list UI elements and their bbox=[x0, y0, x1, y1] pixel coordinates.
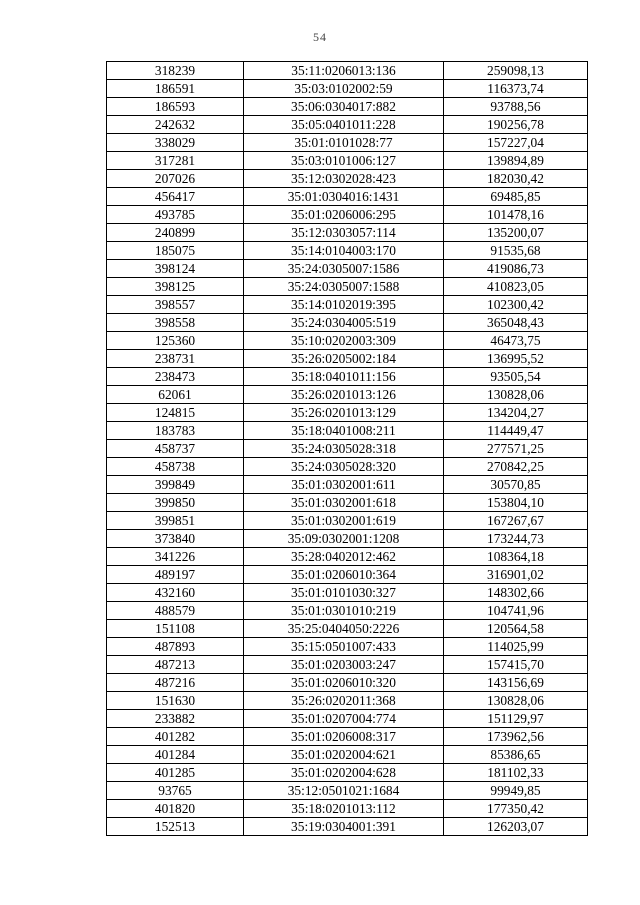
value-cell: 93788,56 bbox=[444, 98, 588, 116]
table-row bbox=[107, 278, 588, 296]
value-cell: 151129,97 bbox=[444, 710, 588, 728]
value-cell: 316901,02 bbox=[444, 566, 588, 584]
cadastral-number-cell: 35:01:0101030:327 bbox=[244, 584, 444, 602]
cadastral-number-cell: 35:15:0501007:433 bbox=[244, 638, 444, 656]
cadastral-number-cell: 35:26:0202011:368 bbox=[244, 692, 444, 710]
table-row bbox=[107, 710, 588, 728]
table-row bbox=[107, 422, 588, 440]
table-row bbox=[107, 296, 588, 314]
value-cell: 136995,52 bbox=[444, 350, 588, 368]
value-cell: 116373,74 bbox=[444, 80, 588, 98]
value-cell: 93505,54 bbox=[444, 368, 588, 386]
table-row bbox=[107, 728, 588, 746]
cadastral-number-cell: 35:26:0201013:126 bbox=[244, 386, 444, 404]
value-cell: 167267,67 bbox=[444, 512, 588, 530]
table-row bbox=[107, 800, 588, 818]
cadastral-number-cell: 35:14:0102019:395 bbox=[244, 296, 444, 314]
cadastral-number-cell: 35:10:0202003:309 bbox=[244, 332, 444, 350]
record-id-cell: 152513 bbox=[107, 818, 244, 836]
value-cell: 277571,25 bbox=[444, 440, 588, 458]
record-id-cell: 62061 bbox=[107, 386, 244, 404]
table-row bbox=[107, 548, 588, 566]
record-id-cell: 93765 bbox=[107, 782, 244, 800]
registry-table bbox=[106, 61, 588, 836]
record-id-cell: 318239 bbox=[107, 62, 244, 80]
table-row bbox=[107, 404, 588, 422]
value-cell: 104741,96 bbox=[444, 602, 588, 620]
value-cell: 173962,56 bbox=[444, 728, 588, 746]
cadastral-number-cell: 35:24:0305028:320 bbox=[244, 458, 444, 476]
record-id-cell: 185075 bbox=[107, 242, 244, 260]
cadastral-number-cell: 35:12:0501021:1684 bbox=[244, 782, 444, 800]
table-row bbox=[107, 134, 588, 152]
table-row bbox=[107, 530, 588, 548]
table-row bbox=[107, 80, 588, 98]
value-cell: 114449,47 bbox=[444, 422, 588, 440]
record-id-cell: 151108 bbox=[107, 620, 244, 638]
cadastral-number-cell: 35:06:0304017:882 bbox=[244, 98, 444, 116]
record-id-cell: 401285 bbox=[107, 764, 244, 782]
record-id-cell: 399851 bbox=[107, 512, 244, 530]
cadastral-number-cell: 35:24:0304005:519 bbox=[244, 314, 444, 332]
value-cell: 148302,66 bbox=[444, 584, 588, 602]
cadastral-number-cell: 35:24:0305028:318 bbox=[244, 440, 444, 458]
value-cell: 182030,42 bbox=[444, 170, 588, 188]
cadastral-number-cell: 35:01:0101028:77 bbox=[244, 134, 444, 152]
record-id-cell: 317281 bbox=[107, 152, 244, 170]
record-id-cell: 487216 bbox=[107, 674, 244, 692]
record-id-cell: 238473 bbox=[107, 368, 244, 386]
record-id-cell: 493785 bbox=[107, 206, 244, 224]
record-id-cell: 458737 bbox=[107, 440, 244, 458]
record-id-cell: 458738 bbox=[107, 458, 244, 476]
cadastral-number-cell: 35:01:0206010:320 bbox=[244, 674, 444, 692]
record-id-cell: 398124 bbox=[107, 260, 244, 278]
cadastral-number-cell: 35:01:0206010:364 bbox=[244, 566, 444, 584]
table-row bbox=[107, 584, 588, 602]
value-cell: 85386,65 bbox=[444, 746, 588, 764]
table-row bbox=[107, 152, 588, 170]
table-row bbox=[107, 260, 588, 278]
value-cell: 134204,27 bbox=[444, 404, 588, 422]
cadastral-number-cell: 35:05:0401011:228 bbox=[244, 116, 444, 134]
record-id-cell: 399849 bbox=[107, 476, 244, 494]
table-row bbox=[107, 98, 588, 116]
value-cell: 102300,42 bbox=[444, 296, 588, 314]
cadastral-number-cell: 35:26:0205002:184 bbox=[244, 350, 444, 368]
table-row bbox=[107, 476, 588, 494]
table-row bbox=[107, 566, 588, 584]
value-cell: 46473,75 bbox=[444, 332, 588, 350]
record-id-cell: 183783 bbox=[107, 422, 244, 440]
table-row bbox=[107, 494, 588, 512]
record-id-cell: 401284 bbox=[107, 746, 244, 764]
table-row bbox=[107, 332, 588, 350]
table-row bbox=[107, 512, 588, 530]
value-cell: 259098,13 bbox=[444, 62, 588, 80]
cadastral-number-cell: 35:25:0404050:2226 bbox=[244, 620, 444, 638]
value-cell: 153804,10 bbox=[444, 494, 588, 512]
value-cell: 99949,85 bbox=[444, 782, 588, 800]
cadastral-number-cell: 35:24:0305007:1588 bbox=[244, 278, 444, 296]
value-cell: 157227,04 bbox=[444, 134, 588, 152]
record-id-cell: 401820 bbox=[107, 800, 244, 818]
value-cell: 139894,89 bbox=[444, 152, 588, 170]
record-id-cell: 489197 bbox=[107, 566, 244, 584]
value-cell: 130828,06 bbox=[444, 692, 588, 710]
cadastral-number-cell: 35:01:0203003:247 bbox=[244, 656, 444, 674]
record-id-cell: 238731 bbox=[107, 350, 244, 368]
table-row bbox=[107, 188, 588, 206]
value-cell: 108364,18 bbox=[444, 548, 588, 566]
registry-table-body bbox=[107, 62, 588, 836]
value-cell: 143156,69 bbox=[444, 674, 588, 692]
table-row bbox=[107, 386, 588, 404]
value-cell: 114025,99 bbox=[444, 638, 588, 656]
record-id-cell: 338029 bbox=[107, 134, 244, 152]
table-row bbox=[107, 746, 588, 764]
cadastral-number-cell: 35:19:0304001:391 bbox=[244, 818, 444, 836]
table-row bbox=[107, 62, 588, 80]
record-id-cell: 401282 bbox=[107, 728, 244, 746]
cadastral-number-cell: 35:12:0302028:423 bbox=[244, 170, 444, 188]
table-row bbox=[107, 764, 588, 782]
value-cell: 30570,85 bbox=[444, 476, 588, 494]
cadastral-number-cell: 35:01:0202004:621 bbox=[244, 746, 444, 764]
cadastral-number-cell: 35:01:0206008:317 bbox=[244, 728, 444, 746]
cadastral-number-cell: 35:18:0401008:211 bbox=[244, 422, 444, 440]
record-id-cell: 398558 bbox=[107, 314, 244, 332]
table-row bbox=[107, 242, 588, 260]
value-cell: 181102,33 bbox=[444, 764, 588, 782]
table-row bbox=[107, 656, 588, 674]
value-cell: 365048,43 bbox=[444, 314, 588, 332]
record-id-cell: 125360 bbox=[107, 332, 244, 350]
table-row bbox=[107, 116, 588, 134]
table-row bbox=[107, 368, 588, 386]
record-id-cell: 341226 bbox=[107, 548, 244, 566]
record-id-cell: 398557 bbox=[107, 296, 244, 314]
record-id-cell: 233882 bbox=[107, 710, 244, 728]
table-row bbox=[107, 674, 588, 692]
value-cell: 419086,73 bbox=[444, 260, 588, 278]
record-id-cell: 186593 bbox=[107, 98, 244, 116]
record-id-cell: 124815 bbox=[107, 404, 244, 422]
table-row bbox=[107, 350, 588, 368]
value-cell: 270842,25 bbox=[444, 458, 588, 476]
table-row bbox=[107, 602, 588, 620]
table-row bbox=[107, 458, 588, 476]
cadastral-number-cell: 35:18:0201013:112 bbox=[244, 800, 444, 818]
table-row bbox=[107, 224, 588, 242]
cadastral-number-cell: 35:18:0401011:156 bbox=[244, 368, 444, 386]
value-cell: 173244,73 bbox=[444, 530, 588, 548]
value-cell: 126203,07 bbox=[444, 818, 588, 836]
value-cell: 91535,68 bbox=[444, 242, 588, 260]
value-cell: 101478,16 bbox=[444, 206, 588, 224]
record-id-cell: 399850 bbox=[107, 494, 244, 512]
value-cell: 69485,85 bbox=[444, 188, 588, 206]
value-cell: 135200,07 bbox=[444, 224, 588, 242]
table-row bbox=[107, 782, 588, 800]
record-id-cell: 398125 bbox=[107, 278, 244, 296]
cadastral-number-cell: 35:01:0302001:611 bbox=[244, 476, 444, 494]
table-row bbox=[107, 314, 588, 332]
cadastral-number-cell: 35:01:0206006:295 bbox=[244, 206, 444, 224]
cadastral-number-cell: 35:01:0302001:619 bbox=[244, 512, 444, 530]
cadastral-number-cell: 35:03:0102002:59 bbox=[244, 80, 444, 98]
cadastral-number-cell: 35:01:0202004:628 bbox=[244, 764, 444, 782]
cadastral-number-cell: 35:03:0101006:127 bbox=[244, 152, 444, 170]
value-cell: 177350,42 bbox=[444, 800, 588, 818]
cadastral-number-cell: 35:24:0305007:1586 bbox=[244, 260, 444, 278]
cadastral-number-cell: 35:26:0201013:129 bbox=[244, 404, 444, 422]
cadastral-number-cell: 35:09:0302001:1208 bbox=[244, 530, 444, 548]
record-id-cell: 432160 bbox=[107, 584, 244, 602]
record-id-cell: 488579 bbox=[107, 602, 244, 620]
table-row bbox=[107, 206, 588, 224]
record-id-cell: 487213 bbox=[107, 656, 244, 674]
table-row bbox=[107, 638, 588, 656]
table-row bbox=[107, 170, 588, 188]
table-row bbox=[107, 818, 588, 836]
cadastral-number-cell: 35:28:0402012:462 bbox=[244, 548, 444, 566]
value-cell: 157415,70 bbox=[444, 656, 588, 674]
value-cell: 120564,58 bbox=[444, 620, 588, 638]
cadastral-number-cell: 35:11:0206013:136 bbox=[244, 62, 444, 80]
record-id-cell: 373840 bbox=[107, 530, 244, 548]
record-id-cell: 240899 bbox=[107, 224, 244, 242]
page-number: 54 bbox=[313, 30, 327, 44]
value-cell: 410823,05 bbox=[444, 278, 588, 296]
record-id-cell: 186591 bbox=[107, 80, 244, 98]
cadastral-number-cell: 35:01:0301010:219 bbox=[244, 602, 444, 620]
record-id-cell: 151630 bbox=[107, 692, 244, 710]
cadastral-number-cell: 35:12:0303057:114 bbox=[244, 224, 444, 242]
table-row bbox=[107, 620, 588, 638]
value-cell: 130828,06 bbox=[444, 386, 588, 404]
cadastral-number-cell: 35:14:0104003:170 bbox=[244, 242, 444, 260]
cadastral-number-cell: 35:01:0207004:774 bbox=[244, 710, 444, 728]
cadastral-number-cell: 35:01:0302001:618 bbox=[244, 494, 444, 512]
record-id-cell: 487893 bbox=[107, 638, 244, 656]
table-row bbox=[107, 692, 588, 710]
value-cell: 190256,78 bbox=[444, 116, 588, 134]
cadastral-number-cell: 35:01:0304016:1431 bbox=[244, 188, 444, 206]
record-id-cell: 242632 bbox=[107, 116, 244, 134]
table-row bbox=[107, 440, 588, 458]
record-id-cell: 207026 bbox=[107, 170, 244, 188]
record-id-cell: 456417 bbox=[107, 188, 244, 206]
